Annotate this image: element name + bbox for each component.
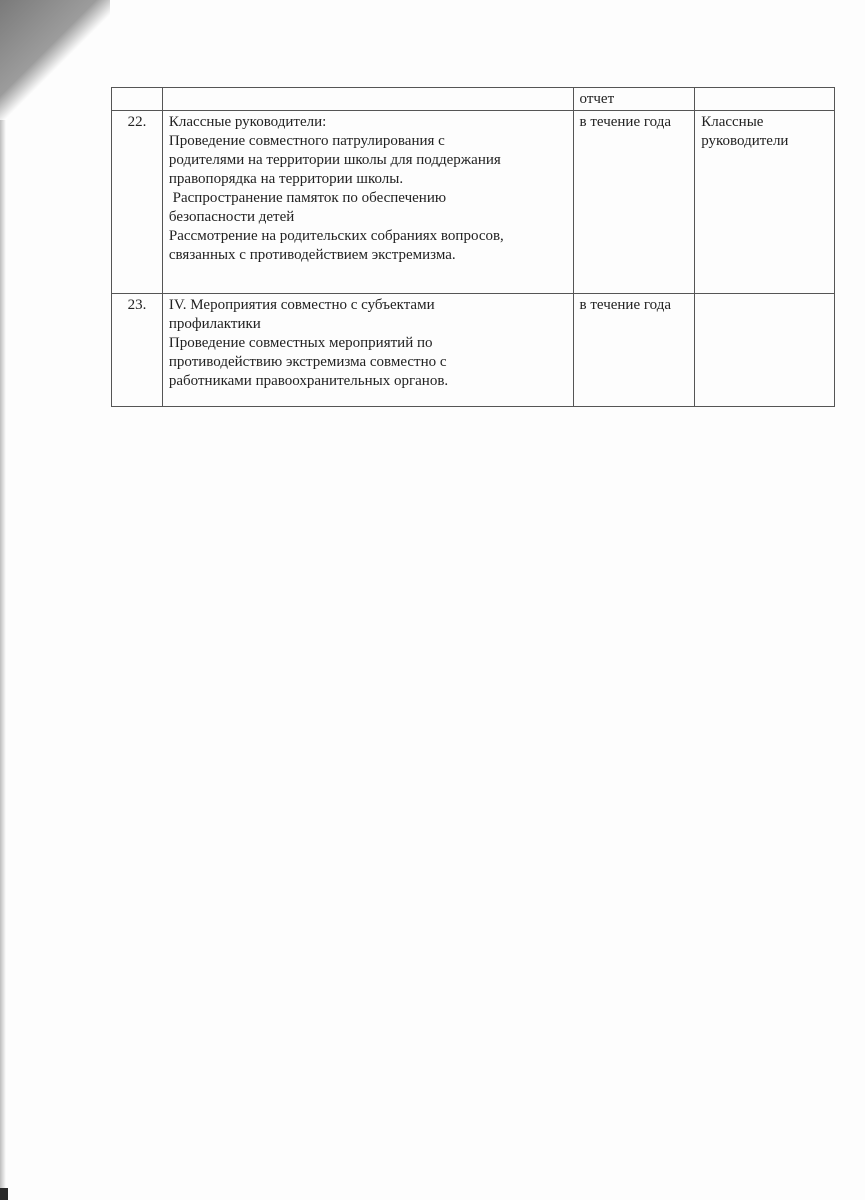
- activity-line: Классные руководители:: [168, 114, 327, 130]
- activity-line: профилактики: [168, 316, 261, 332]
- responsible-cell: [695, 294, 835, 407]
- table-row-continuation: [112, 88, 835, 111]
- activity-line: работниками правоохранительных органов.: [168, 373, 449, 389]
- responsible-cell: [695, 111, 835, 294]
- term-cell: в течение года: [573, 111, 695, 294]
- responsible-line: руководители: [701, 133, 789, 149]
- table-row-23: [112, 294, 835, 407]
- responsible-line: Классные: [701, 114, 764, 130]
- responsible-cell: [695, 88, 835, 111]
- row-number-cell: 22.: [112, 111, 163, 294]
- activity-line: связанных с противодействием экстремизма.: [168, 247, 456, 263]
- term-cell: в течение года: [573, 294, 695, 407]
- activity-line: Проведение совместного патрулирования с: [168, 133, 445, 149]
- scan-shadow-edge: [0, 120, 6, 1200]
- row-number-cell: 23.: [112, 294, 163, 407]
- activity-line: родителями на территории школы для поддержания: [168, 152, 501, 168]
- activity-cell: [162, 88, 573, 111]
- activity-line: правопорядка на территории школы.: [168, 171, 404, 187]
- row-number-cell: [112, 88, 163, 111]
- activity-line: Проведение совместных мероприятий по: [168, 335, 433, 351]
- plan-table: [111, 87, 835, 407]
- activity-line: безопасности детей: [168, 209, 295, 225]
- scan-dark-mark: [0, 1188, 8, 1200]
- activity-cell: [162, 111, 573, 294]
- scan-shadow-corner: [0, 0, 110, 130]
- activity-line: противодействию экстремизма совместно с: [168, 354, 447, 370]
- activity-line: IV. Мероприятия совместно с субъектами: [168, 297, 435, 313]
- activity-cell: [162, 294, 573, 407]
- activity-line: Распространение памяток по обеспечению: [168, 190, 447, 206]
- table-row-22: [112, 111, 835, 294]
- activity-line: Рассмотрение на родительских собраниях вопросов,: [168, 228, 504, 244]
- term-cell: отчет: [573, 88, 695, 111]
